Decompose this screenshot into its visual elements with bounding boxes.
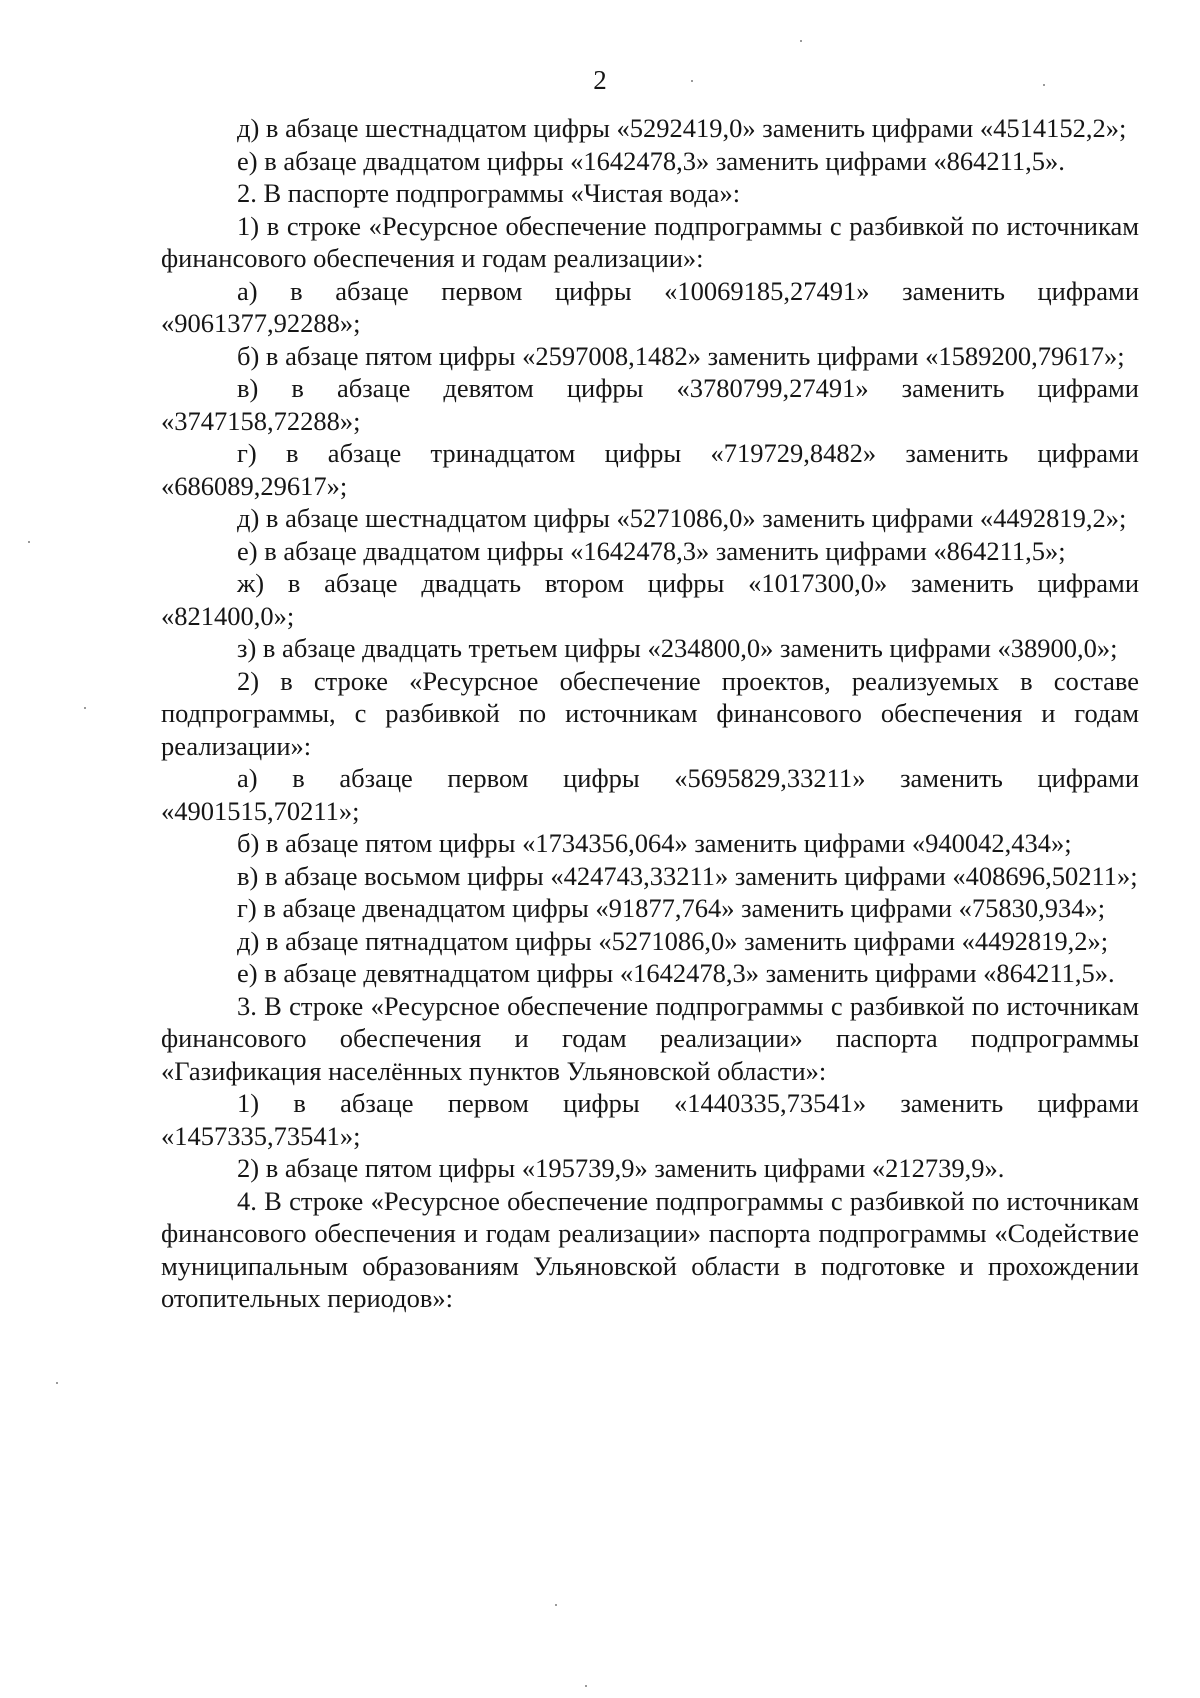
scan-speck (1043, 84, 1045, 86)
paragraph-2-1b: б) в абзаце пятом цифры «2597008,1482» заменить цифрами «1589200,79617»; (237, 340, 1125, 371)
paragraph-2-1d: д) в абзаце шестнадцатом цифры «5271086,0» заменить цифрами «4492819,2»; (237, 503, 1127, 533)
paragraph-3-gasification: 3. В строке «Ресурсное обеспечение подпрограммы с разбивкой по источникам финансового обеспечения и годам реализации» паспорта подпрограммы «Газификация населённых пунктов Ульяновской области»: (161, 990, 1139, 1086)
scan-speck (555, 1604, 557, 1606)
paragraph-2-1g: г) в абзаце тринадцатом цифры «719729,8482» заменить цифрами «686089,29617»; (161, 438, 1139, 501)
paragraph-2-1a: а) в абзаце первом цифры «10069185,27491» заменить цифрами «9061377,92288»; (161, 275, 1139, 338)
paragraph-4-heating-periods: 4. В строке «Ресурсное обеспечение подпрограммы с разбивкой по источникам финансового обеспечения и годам реализации» паспорта подпрограммы «Содействие муниципальным образованиям Ульяновской области в подготовке и прохождении отопительных периодов»: (161, 1185, 1139, 1313)
scan-speck (691, 80, 693, 82)
scan-speck (84, 707, 86, 709)
scan-speck (56, 1382, 58, 1384)
paragraph-1e-twentieth: е) в абзаце двадцатом цифры «1642478,3» заменить цифрами «864211,5». (237, 145, 1065, 176)
paragraph-2-1e: е) в абзаце двадцатом цифры «1642478,3» заменить цифрами «864211,5»; (237, 535, 1066, 566)
scan-speck (28, 541, 30, 543)
paragraph-1d-sixteenth: д) в абзаце шестнадцатом цифры «5292419,0» заменить цифрами «4514152,2»; (237, 113, 1127, 143)
paragraph-2-2d: д) в абзаце пятнадцатом цифры «5271086,0» заменить цифрами «4492819,2»; (237, 925, 1109, 956)
paragraph-2-1zh: ж) в абзаце двадцать втором цифры «1017300,0» заменить цифрами «821400,0»; (161, 568, 1139, 631)
paragraph-3-1: 1) в абзаце первом цифры «1440335,73541» заменить цифрами «1457335,73541»; (161, 1088, 1139, 1151)
paragraph-2-2e: е) в абзаце девятнадцатом цифры «1642478,3» заменить цифрами «864211,5». (237, 958, 1115, 988)
scan-speck (800, 40, 802, 42)
paragraph-2-2b: б) в абзаце пятом цифры «1734356,064» заменить цифрами «940042,434»; (237, 828, 1072, 858)
paragraph-2-2g: г) в абзаце двенадцатом цифры «91877,764» заменить цифрами «75830,934»; (237, 893, 1106, 923)
paragraph-2-2-projects-row: 2) в строке «Ресурсное обеспечение проектов, реализуемых в составе подпрограммы, с разбивкой по источникам финансового обеспечения и годам реализации»: (161, 665, 1139, 761)
page-number: 2 (593, 65, 607, 95)
document-body (161, 112, 1139, 1315)
scan-speck (585, 1685, 587, 1687)
paragraph-2-heading: 2. В паспорте подпрограммы «Чистая вода»: (237, 178, 741, 208)
paragraph-2-1-resource-row: 1) в строке «Ресурсное обеспечение подпрограммы с разбивкой по источникам финансового обеспечения и годам реализации»: (161, 210, 1139, 273)
paragraph-2-2a: а) в абзаце первом цифры «5695829,33211» заменить цифрами «4901515,70211»; (161, 763, 1139, 826)
paragraph-2-1v: в) в абзаце девятом цифры «3780799,27491» заменить цифрами «3747158,72288»; (161, 373, 1139, 436)
paragraph-3-2: 2) в абзаце пятом цифры «195739,9» заменить цифрами «212739,9». (237, 1153, 1005, 1183)
paragraph-2-2v: в) в абзаце восьмом цифры «424743,33211» заменить цифрами «408696,50211»; (237, 860, 1138, 891)
paragraph-2-1z: з) в абзаце двадцать третьем цифры «234800,0» заменить цифрами «38900,0»; (237, 633, 1118, 663)
